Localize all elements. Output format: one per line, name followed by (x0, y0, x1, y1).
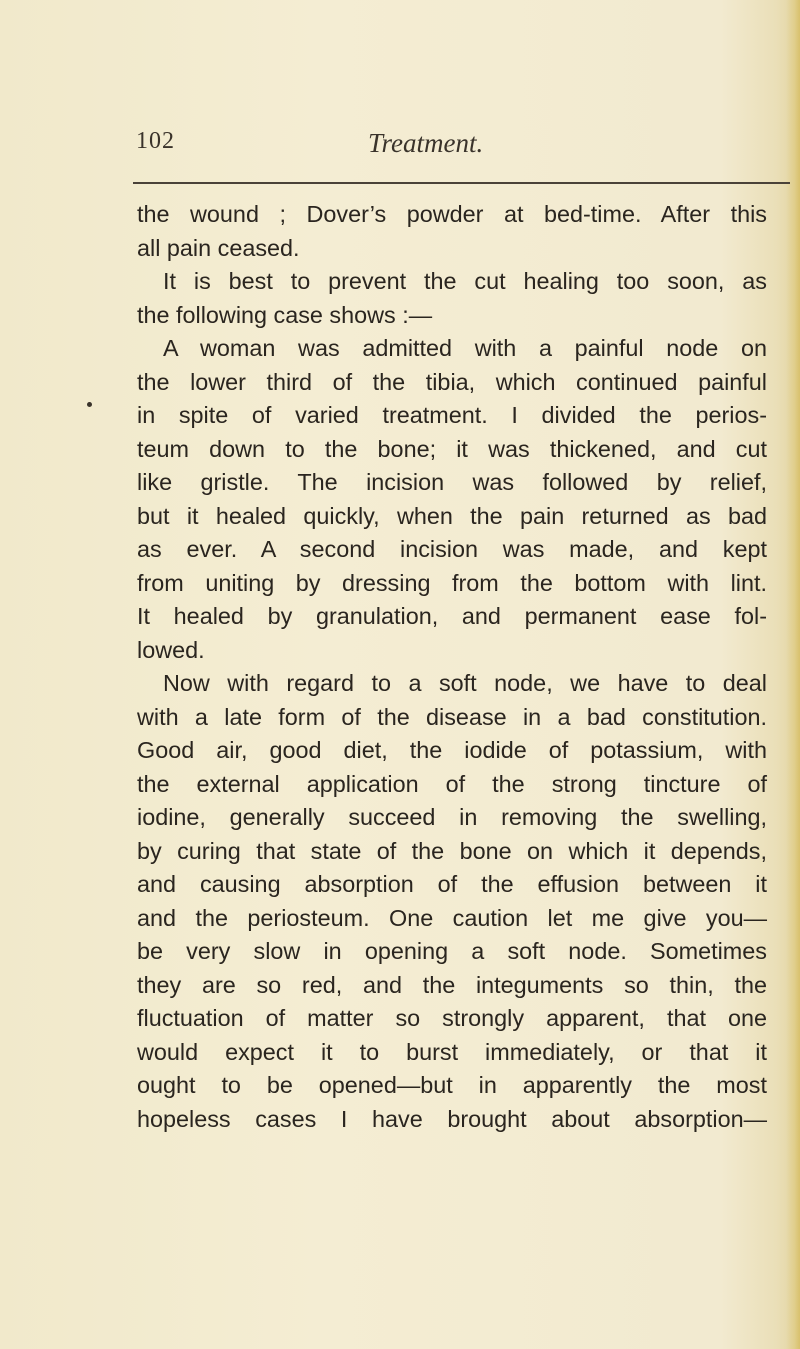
text-line: A woman was admitted with a painful node on (163, 335, 767, 361)
text-line: but it healed quickly, when the pain returned as bad (137, 502, 767, 529)
text-line: Now with regard to a soft node, we have to deal (163, 670, 767, 696)
margin-mark (87, 402, 92, 407)
text-line: the external application of the strong tincture of (137, 770, 767, 797)
body-text (137, 198, 798, 1136)
text-line: ought to be opened—but in apparently the most (137, 1072, 767, 1098)
text-line: It is best to prevent the cut healing too soon, as (163, 268, 767, 294)
text-line: as ever. A second incision was made, and kept (137, 536, 767, 562)
text-line: and the periosteum. One caution let me give you— (137, 904, 767, 931)
text-line: It healed by granulation, and permanent ease fol- (137, 603, 767, 629)
text-line: like gristle. The incision was followed by relief, (137, 469, 767, 495)
running-head: Treatment. (368, 128, 484, 158)
text-line: in spite of varied treatment. I divided the perios- (137, 402, 767, 428)
text-line: the lower third of the tibia, which continued painful (137, 368, 767, 395)
text-line: fluctuation of matter so strongly apparent, that one (137, 1005, 767, 1031)
text-line: from uniting by dressing from the bottom with lint. (137, 569, 767, 596)
text-line: the wound ; Dover’s powder at bed-time. After this (137, 201, 767, 227)
text-line: and causing absorption of the effusion between it (137, 871, 767, 897)
text-line: Good air, good diet, the iodide of potassium, with (137, 737, 767, 763)
page-number: 102 (136, 128, 175, 154)
text-line: with a late form of the disease in a bad constitution. (137, 703, 767, 730)
page-header (130, 128, 790, 168)
text-line: lowed. (137, 636, 205, 663)
text-line: iodine, generally succeed in removing the swelling, (137, 804, 767, 830)
text-line: hopeless cases I have brought about absorption— (137, 1105, 767, 1132)
text-line: by curing that state of the bone on which it depends, (137, 837, 767, 864)
text-line: would expect it to burst immediately, or that it (137, 1038, 767, 1065)
text-line: the following case shows :— (137, 301, 433, 328)
text-line: teum down to the bone; it was thickened, and cut (137, 435, 767, 462)
header-rule (133, 182, 790, 184)
text-line: be very slow in opening a soft node. Sometimes (137, 938, 767, 964)
text-line: all pain ceased. (137, 234, 300, 261)
text-line: they are so red, and the integuments so thin, the (137, 971, 767, 998)
